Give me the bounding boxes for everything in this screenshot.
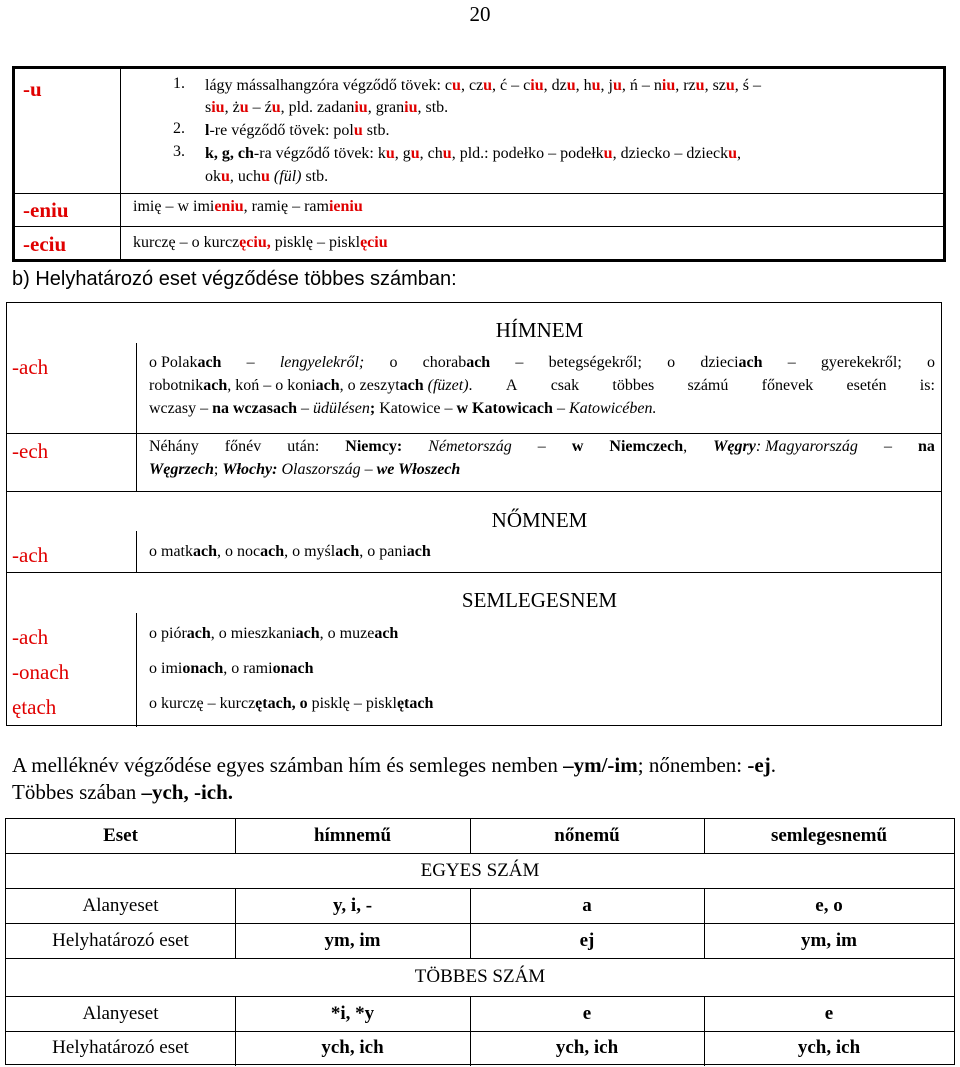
ending-ach-feminine: -ach [12, 543, 49, 567]
feminine-ach-examples: o matkach, o nocach, o myślach, o paniach [149, 543, 431, 560]
section-header-masculine: HÍMNEM [495, 318, 584, 342]
sg-nom-feminine: a [582, 895, 592, 916]
pl-nom-masculine: *i, *y [330, 1003, 375, 1024]
case-nominative: Alanyeset [82, 1003, 159, 1024]
case-locative: Helyhatározó eset [52, 930, 189, 951]
section-header-feminine: NŐMNEM [491, 508, 588, 532]
ending-ach-masculine: -ach [12, 355, 49, 379]
pl-nom-neuter: e [824, 1003, 834, 1024]
neuter-onach-examples: o imionach, o ramionach [149, 660, 314, 677]
sg-nom-masculine: y, i, - [332, 895, 373, 916]
list-item-soft-stems: lágy mássalhangzóra végződő tövek: cu, czu, ć – ciu, dzu, hu, ju, ń – niu, rzu, szu, ś – [205, 77, 762, 94]
header-feminine: nőnemű [554, 825, 620, 846]
adjective-endings-table [5, 818, 955, 1065]
neuter-etach-examples: o kurczę – kurczętach, o pisklę – pisklętach [149, 695, 434, 712]
sg-loc-feminine: ej [579, 930, 595, 951]
list-item-k-g-ch-stems: k, g, ch-ra végződő tövek: ku, gu, chu, pld.: podełko – podełku, dziecko – dziecku, [205, 145, 741, 162]
list-item-l-stems: l-re végződő tövek: polu stb. [205, 122, 390, 139]
ending-eciu: -eciu [23, 232, 67, 256]
ending-onach-neuter: -onach [12, 660, 70, 684]
masculine-ach-examples: o Polakach – lengyelekről; o chorabach – betegségekről; o dzieciach – gyerekekről; o robotnikach, koń – o koniach, o zeszytach (füzet). A csak többes számú főnevek esetén is: wczasy – na wczasach – üdülésen; Katowice – w Katowicach – Katowicében. [149, 354, 935, 417]
pl-loc-feminine: ych, ich [555, 1037, 619, 1058]
list-item-soft-stems-cont: siu, żu – źu, pld. zadaniu, graniu, stb. [205, 99, 449, 116]
masculine-ech-examples: Néhány főnév után: Niemcy: Németország – w Niemczech, Węgry: Magyarország – na Węgrzech; Włochy: Olaszország – we Włoszech [149, 438, 935, 478]
plural-label: TÖBBES SZÁM [414, 966, 546, 987]
header-masculine: hímnemű [313, 825, 392, 846]
ending-eniu: -eniu [23, 198, 69, 222]
ending-u: -u [23, 77, 42, 101]
case-locative: Helyhatározó eset [52, 1037, 189, 1058]
subtitle-plural-locative: b) Helyhatározó eset végződése többes számban: [12, 268, 457, 290]
list-item-k-g-ch-stems-cont: oku, uchu (fül) stb. [205, 168, 329, 185]
pl-nom-feminine: e [582, 1003, 592, 1024]
header-case: Eset [103, 825, 138, 846]
example-eniu: imię – w imieniu, ramię – ramieniu [133, 198, 363, 215]
sg-loc-neuter: ym, im [801, 930, 857, 951]
pl-loc-neuter: ych, ich [797, 1037, 861, 1058]
page-number: 20 [469, 2, 491, 26]
case-nominative: Alanyeset [82, 895, 159, 916]
pl-loc-masculine: ych, ich [321, 1037, 384, 1058]
plural-locative-endings-table [6, 302, 942, 726]
sg-nom-neuter: e, o [815, 895, 843, 916]
example-eciu: kurczę – o kurczęciu, pisklę – pisklęciu [133, 234, 388, 251]
ending-ech-masculine: -ech [12, 439, 49, 463]
list-number: 1. [173, 75, 185, 92]
section-header-neuter: SEMLEGESNEM [461, 588, 618, 612]
header-neuter: semlegesnemű [770, 825, 888, 846]
ending-ach-neuter: -ach [12, 625, 49, 649]
singular-label: EGYES SZÁM [420, 860, 540, 881]
adjective-endings-note: A melléknév végződése egyes számban hím és semleges nemben –ym/-im; nőnemben: -ej. Többes szában –ych, -ich. [12, 753, 776, 804]
singular-locative-endings-table [12, 66, 946, 262]
ending-etach-neuter: ętach [12, 695, 57, 719]
list-number: 2. [173, 120, 185, 137]
list-number: 3. [173, 143, 185, 160]
sg-loc-masculine: ym, im [324, 930, 381, 951]
neuter-ach-examples: o piórach, o mieszkaniach, o muzeach [149, 625, 399, 642]
